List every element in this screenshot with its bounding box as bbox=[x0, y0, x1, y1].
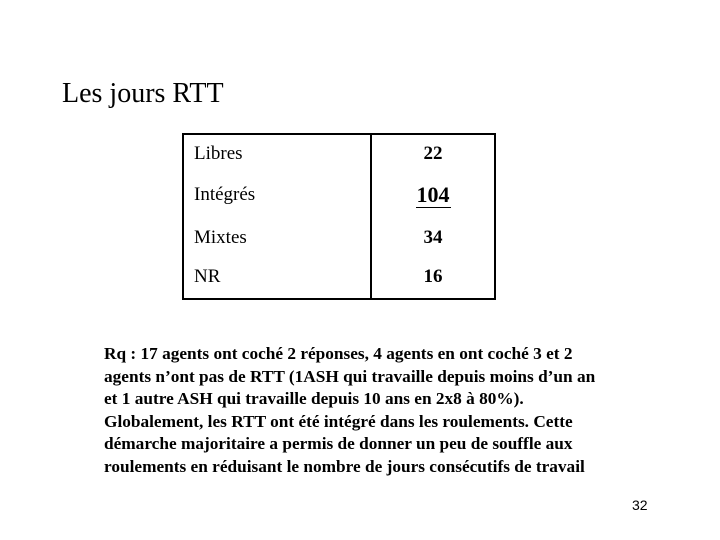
note-line: roulements en réduisant le nombre de jours consécutifs de travail bbox=[104, 456, 585, 476]
row-label: Mixtes bbox=[194, 226, 247, 248]
note-line: et 1 autre ASH qui travaille depuis 10 ans en 2x8 à 80%). bbox=[104, 389, 524, 408]
row-value: 16 bbox=[371, 257, 495, 299]
note-line: Globalement, les RTT ont été intégré dans les roulements. Cette bbox=[104, 411, 573, 431]
note-line: agents n’ont pas de RTT (1ASH qui travaille depuis moins d’un an bbox=[104, 366, 596, 386]
remark-note bbox=[104, 343, 684, 478]
table-row bbox=[183, 257, 495, 299]
rtt-table bbox=[182, 133, 496, 300]
row-label: Libres bbox=[194, 142, 243, 164]
table-row bbox=[183, 172, 495, 218]
note-line: démarche majoritaire a permis de donner un peu de souffle aux bbox=[104, 434, 573, 453]
row-label: NR bbox=[194, 266, 221, 288]
slide-title: Les jours RTT bbox=[62, 78, 224, 109]
table-row bbox=[183, 134, 495, 172]
row-value-cell bbox=[371, 172, 495, 218]
row-value: 104 bbox=[416, 182, 450, 208]
row-value: 22 bbox=[371, 134, 495, 172]
table-row bbox=[183, 218, 495, 256]
row-value: 34 bbox=[371, 218, 495, 256]
page-number: 32 bbox=[632, 497, 648, 513]
note-line: Rq : 17 agents ont coché 2 réponses, 4 agents en ont coché 3 et 2 bbox=[104, 344, 573, 363]
row-label: Intégrés bbox=[194, 184, 256, 206]
